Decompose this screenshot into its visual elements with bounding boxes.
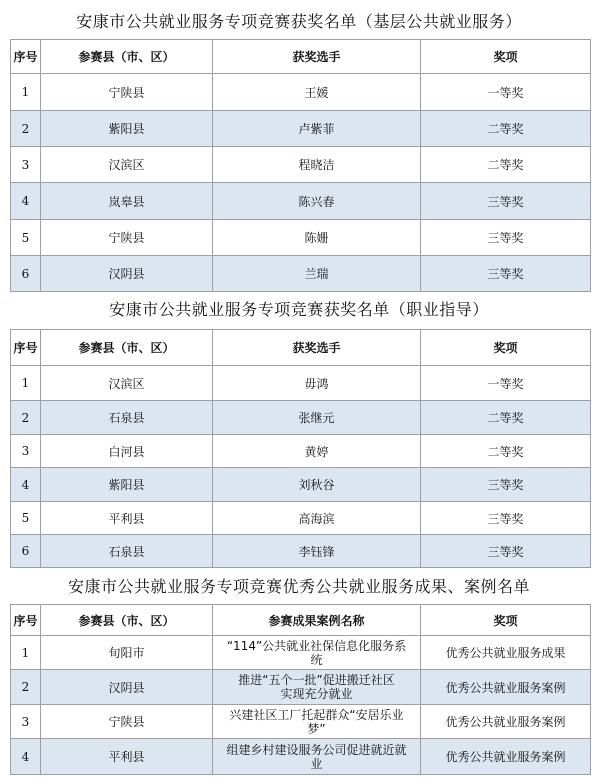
awards-table-outstanding-cases bbox=[10, 604, 591, 775]
table-row bbox=[11, 636, 591, 670]
cell-case-name: 组建乡村建设服务公司促进就近就 业 bbox=[213, 739, 421, 775]
cell-county: 岚皋县 bbox=[41, 183, 213, 220]
table-row bbox=[11, 256, 591, 292]
cell-county: 石泉县 bbox=[41, 401, 213, 435]
table-row bbox=[11, 183, 591, 220]
header-index: 序号 bbox=[11, 605, 41, 636]
cell-index: 2 bbox=[11, 670, 41, 705]
section-1-title: 安康市公共就业服务专项竞赛获奖名单（基层公共就业服务） bbox=[76, 12, 522, 31]
cell-case-name: 兴建社区工厂托起群众“安居乐业 梦” bbox=[213, 705, 421, 739]
table-row bbox=[11, 147, 591, 183]
cell-index: 5 bbox=[11, 220, 41, 256]
cell-award: 二等奖 bbox=[421, 111, 591, 147]
cell-winner: 陈姗 bbox=[213, 220, 421, 256]
table-header-row bbox=[11, 605, 591, 636]
cell-index: 6 bbox=[11, 535, 41, 568]
header-winner: 获奖选手 bbox=[213, 40, 421, 74]
cell-winner: 陈兴春 bbox=[213, 183, 421, 220]
awards-table-grassroots bbox=[10, 39, 591, 292]
table-row bbox=[11, 111, 591, 147]
table-header-row bbox=[11, 40, 591, 74]
cell-winner: 黄婷 bbox=[213, 435, 421, 468]
cell-county: 汉滨区 bbox=[41, 366, 213, 401]
cell-winner: 刘秋谷 bbox=[213, 468, 421, 502]
cell-award: 优秀公共就业服务案例 bbox=[421, 739, 591, 775]
cell-index: 4 bbox=[11, 183, 41, 220]
cell-county: 紫阳县 bbox=[41, 111, 213, 147]
header-county: 参赛县（市、区） bbox=[41, 40, 213, 74]
header-award: 奖项 bbox=[421, 40, 591, 74]
cell-winner: 兰瑞 bbox=[213, 256, 421, 292]
cell-index: 1 bbox=[11, 366, 41, 401]
table-header-row bbox=[11, 330, 591, 366]
cell-award: 优秀公共就业服务成果 bbox=[421, 636, 591, 670]
cell-award: 优秀公共就业服务案例 bbox=[421, 670, 591, 705]
header-award: 奖项 bbox=[421, 605, 591, 636]
cell-winner: 张继元 bbox=[213, 401, 421, 435]
cell-county: 汉滨区 bbox=[41, 147, 213, 183]
cell-award: 二等奖 bbox=[421, 435, 591, 468]
header-county: 参赛县（市、区） bbox=[41, 330, 213, 366]
table-row bbox=[11, 502, 591, 535]
table-row bbox=[11, 74, 591, 111]
table-row bbox=[11, 739, 591, 775]
cell-county: 旬阳市 bbox=[41, 636, 213, 670]
cell-award: 三等奖 bbox=[421, 535, 591, 568]
cell-county: 平利县 bbox=[41, 739, 213, 775]
header-case-name: 参赛成果案例名称 bbox=[213, 605, 421, 636]
cell-index: 3 bbox=[11, 147, 41, 183]
cell-county: 白河县 bbox=[41, 435, 213, 468]
cell-index: 1 bbox=[11, 636, 41, 670]
table-row bbox=[11, 366, 591, 401]
cell-winner: 李钰锋 bbox=[213, 535, 421, 568]
cell-index: 3 bbox=[11, 705, 41, 739]
cell-award: 三等奖 bbox=[421, 183, 591, 220]
cell-county: 石泉县 bbox=[41, 535, 213, 568]
table-row bbox=[11, 468, 591, 502]
cell-case-name: 推进“五个一批”促进搬迁社区 实现充分就业 bbox=[213, 670, 421, 705]
cell-county: 宁陕县 bbox=[41, 220, 213, 256]
cell-county: 紫阳县 bbox=[41, 468, 213, 502]
cell-county: 平利县 bbox=[41, 502, 213, 535]
cell-award: 二等奖 bbox=[421, 401, 591, 435]
header-index: 序号 bbox=[11, 330, 41, 366]
cell-index: 1 bbox=[11, 74, 41, 111]
cell-index: 2 bbox=[11, 401, 41, 435]
cell-award: 一等奖 bbox=[421, 366, 591, 401]
cell-award: 三等奖 bbox=[421, 502, 591, 535]
header-winner: 获奖选手 bbox=[213, 330, 421, 366]
cell-county: 汉阴县 bbox=[41, 256, 213, 292]
table-row bbox=[11, 435, 591, 468]
table-row bbox=[11, 670, 591, 705]
section-2-title: 安康市公共就业服务专项竞赛获奖名单（职业指导） bbox=[109, 300, 489, 319]
cell-winner: 王媛 bbox=[213, 74, 421, 111]
cell-index: 6 bbox=[11, 256, 41, 292]
cell-award: 一等奖 bbox=[421, 74, 591, 111]
cell-award: 三等奖 bbox=[421, 468, 591, 502]
cell-index: 5 bbox=[11, 502, 41, 535]
cell-case-name: “114”公共就业社保信息化服务系 统 bbox=[213, 636, 421, 670]
cell-winner: 卢紫菲 bbox=[213, 111, 421, 147]
cell-winner: 毋鸿 bbox=[213, 366, 421, 401]
header-county: 参赛县（市、区） bbox=[41, 605, 213, 636]
cell-index: 4 bbox=[11, 468, 41, 502]
cell-county: 汉阴县 bbox=[41, 670, 213, 705]
section-3-title: 安康市公共就业服务专项竞赛优秀公共就业服务成果、案例名单 bbox=[67, 577, 530, 596]
header-award: 奖项 bbox=[421, 330, 591, 366]
table-row bbox=[11, 401, 591, 435]
table-row bbox=[11, 220, 591, 256]
cell-index: 2 bbox=[11, 111, 41, 147]
cell-winner: 程晓洁 bbox=[213, 147, 421, 183]
cell-award: 二等奖 bbox=[421, 147, 591, 183]
cell-index: 4 bbox=[11, 739, 41, 775]
cell-county: 宁陕县 bbox=[41, 74, 213, 111]
awards-table-career-guidance bbox=[10, 329, 591, 568]
cell-award: 优秀公共就业服务案例 bbox=[421, 705, 591, 739]
cell-winner: 高海滨 bbox=[213, 502, 421, 535]
cell-index: 3 bbox=[11, 435, 41, 468]
table-row bbox=[11, 705, 591, 739]
header-index: 序号 bbox=[11, 40, 41, 74]
cell-award: 三等奖 bbox=[421, 220, 591, 256]
table-row bbox=[11, 535, 591, 568]
cell-award: 三等奖 bbox=[421, 256, 591, 292]
cell-county: 宁陕县 bbox=[41, 705, 213, 739]
